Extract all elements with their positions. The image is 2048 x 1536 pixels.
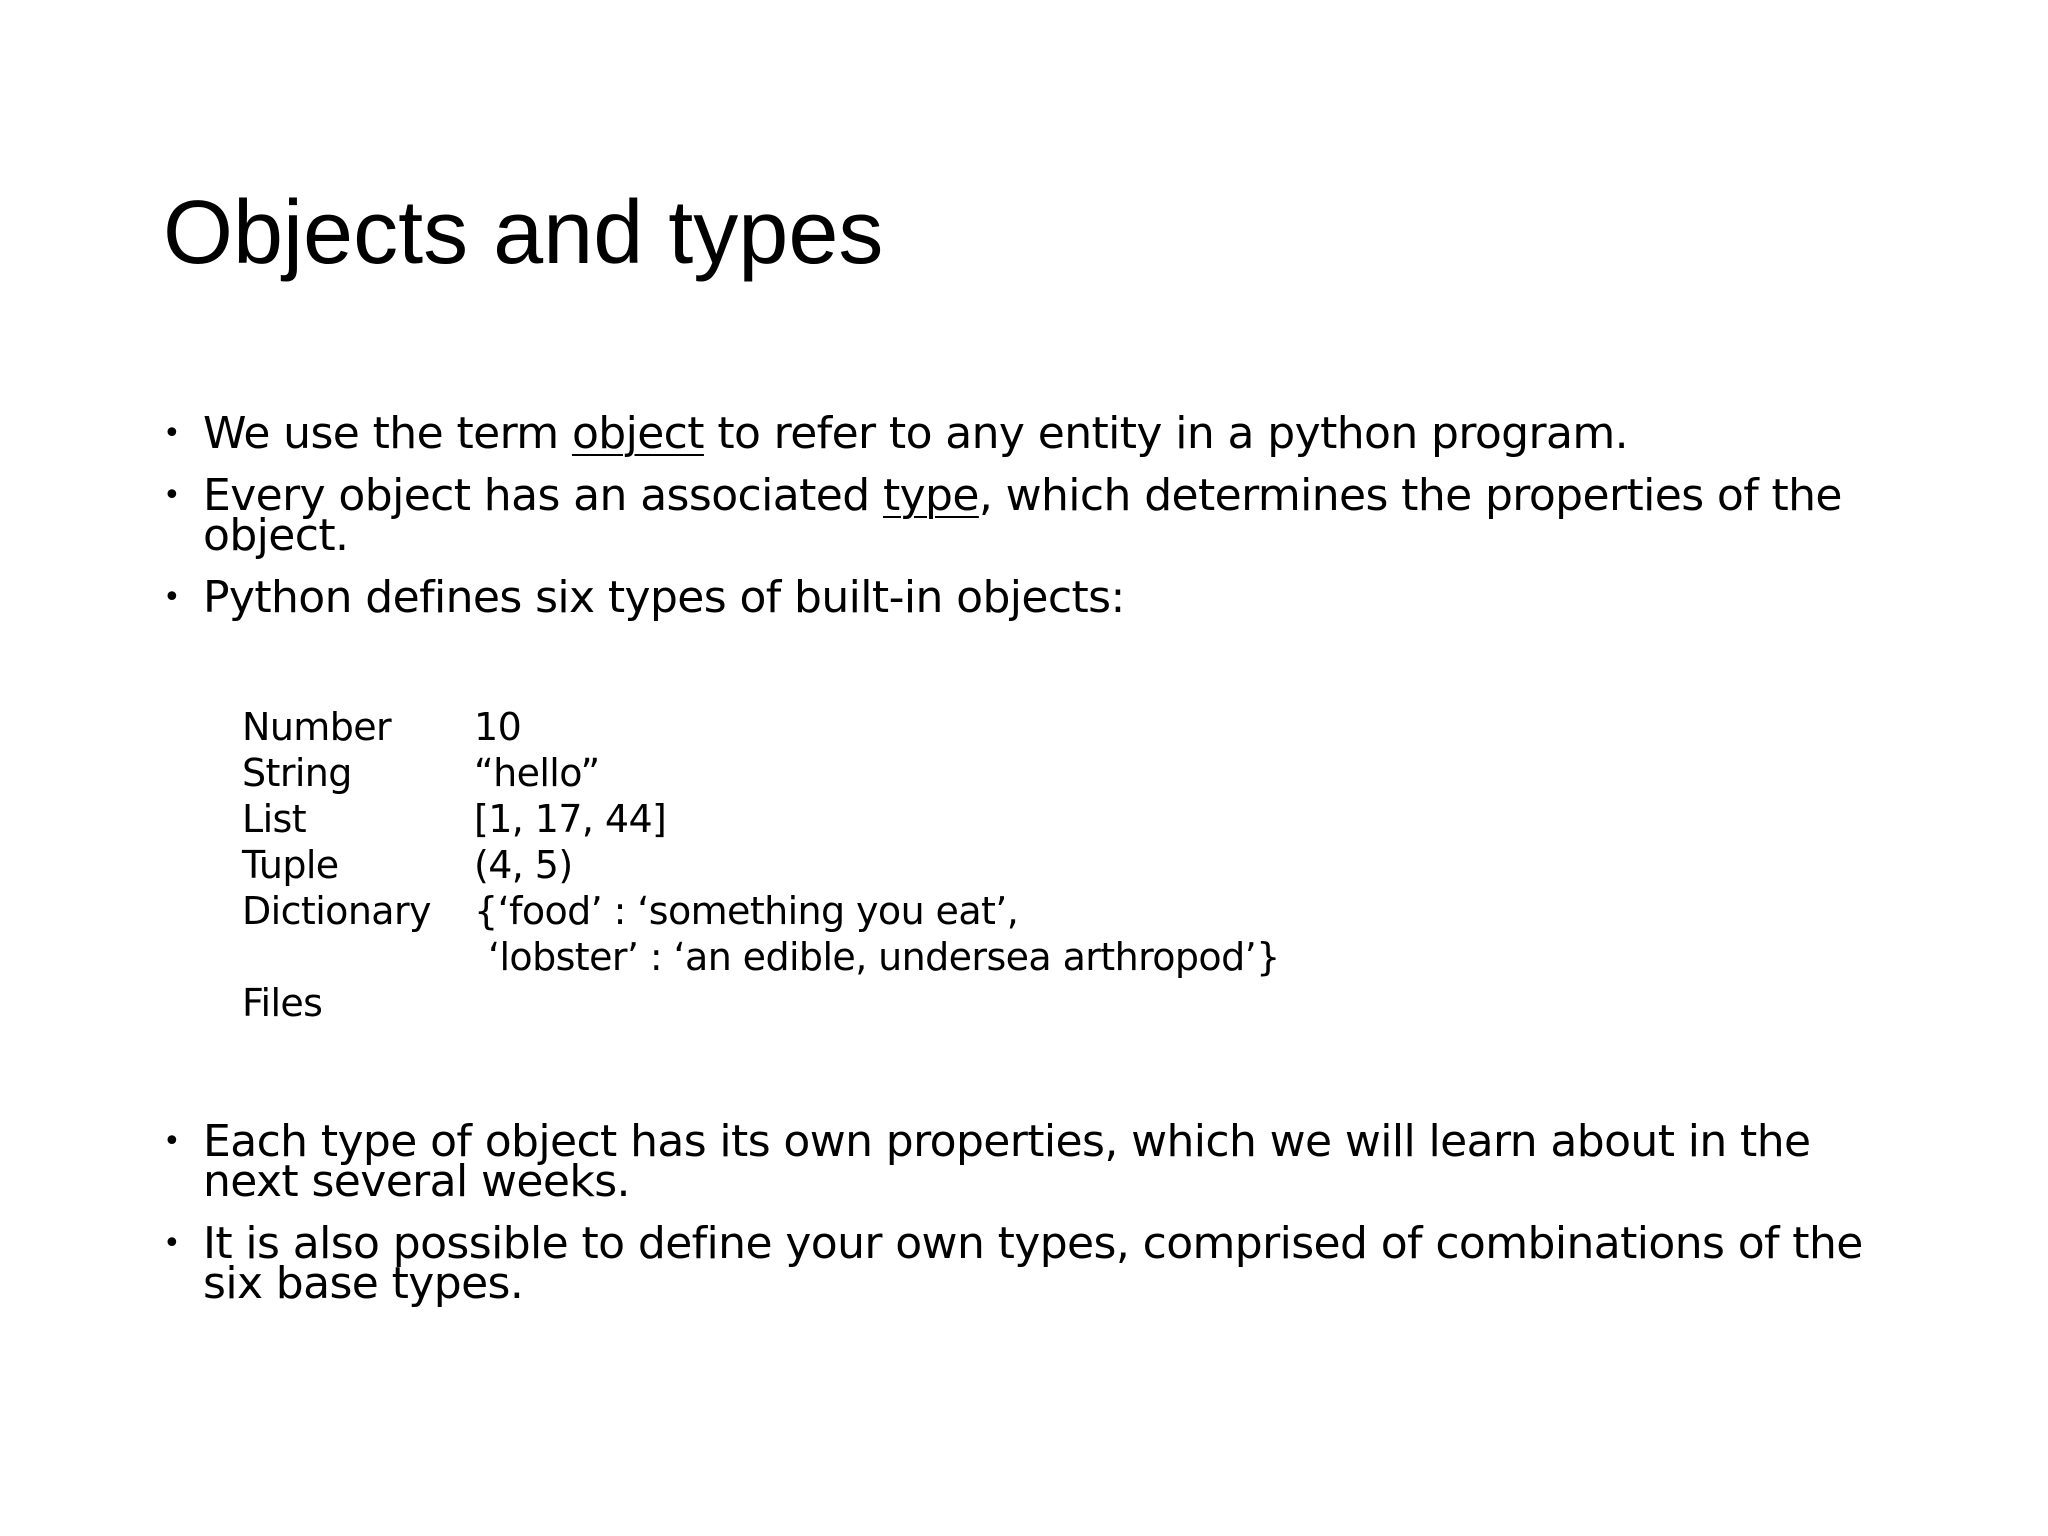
bullet-icon: • [163,1226,181,1261]
type-name: Dictionary [242,889,431,933]
type-name: String [242,751,352,795]
type-name: Files [242,981,323,1025]
bullet-icon: • [163,580,181,615]
type-example: “hello” [474,751,600,795]
bullet-item [163,1116,1903,1207]
bullet-text: We use the term object to refer to any entity in a python program. [203,408,1629,459]
type-example: (4, 5) [474,843,573,887]
bullet-list-bottom [163,1116,1903,1309]
bullet-text: Every object has an associated type, which determines the properties of the object. [203,470,1842,561]
underlined-term-object: object [571,408,704,459]
type-example: {‘food’ : ‘something you eat’, [474,889,1019,933]
slide-title: Objects and types [163,183,884,283]
bullet-icon: • [163,1124,181,1159]
type-example: [1, 17, 44] [474,797,667,841]
bullet-text: Python defines six types of built-in objects: [203,572,1125,623]
bullet-text: It is also possible to define your own types, comprised of combinations of the six base types. [203,1218,1863,1309]
type-name: List [242,797,307,841]
bullet-item [163,572,1903,623]
type-example-continuation: ‘lobster’ : ‘an edible, undersea arthropod’} [488,935,1280,979]
bullet-icon: • [163,416,181,451]
bullet-item [163,470,1903,561]
bullet-item [163,408,1903,459]
underlined-term-type: type [882,470,979,521]
bullet-text: Each type of object has its own properties, which we will learn about in the next several weeks. [203,1116,1811,1207]
bullet-list-top [163,408,1903,623]
type-name: Number [242,705,392,749]
bullet-icon: • [163,478,181,513]
type-example: 10 [474,705,522,749]
bullet-item [163,1218,1903,1309]
type-name: Tuple [242,843,339,887]
